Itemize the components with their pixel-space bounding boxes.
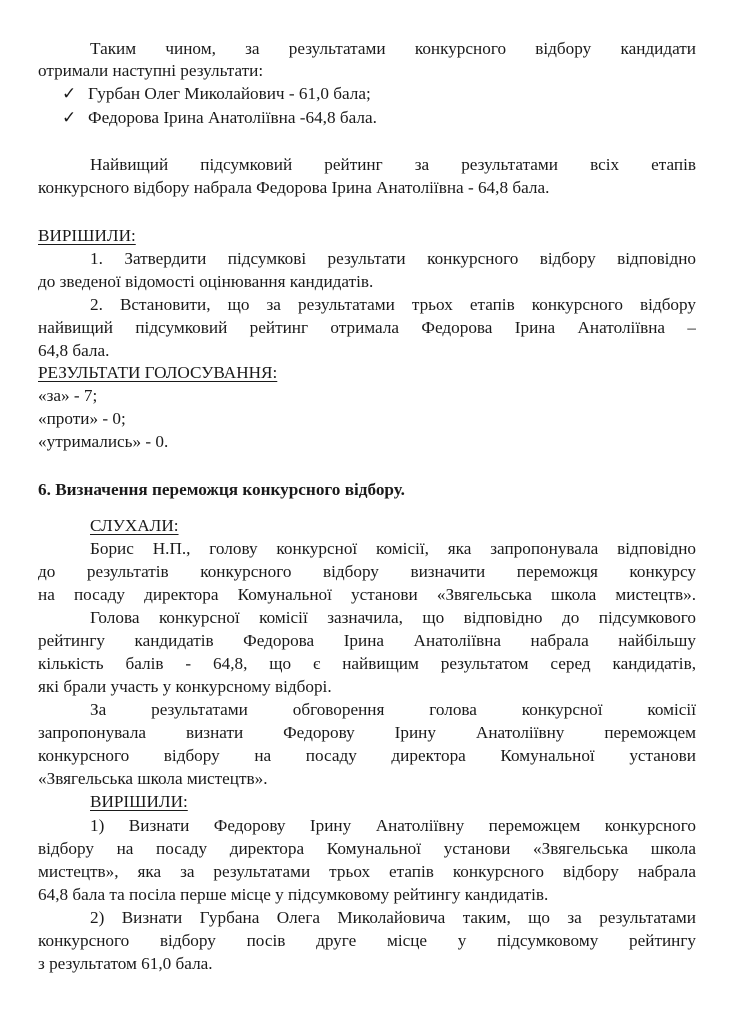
candidate-result: Гурбан Олег Миколайович - 61,0 бала;: [88, 84, 371, 103]
paragraph-line: конкурсного відбору на посаду директора Комунальної установи: [38, 746, 696, 765]
section-heading: ВИРІШИЛИ:: [38, 226, 136, 245]
paragraph-line: За результатами обговорення голова конкурсної комісії: [90, 700, 696, 719]
paragraph-line: 2) Визнати Гурбана Олега Миколайовича таким, що за результатами: [90, 908, 696, 927]
paragraph-line: конкурсного відбору посів друге місце у підсумковому рейтингу: [38, 931, 696, 950]
paragraph-line: конкурсного відбору набрала Федорова Ірина Анатоліївна - 64,8 бала.: [38, 178, 550, 197]
paragraph-line: до зведеної відомості оцінювання кандидатів.: [38, 272, 374, 291]
paragraph-line: 1. Затвердити підсумкові результати конкурсного відбору відповідно: [90, 249, 696, 268]
vote-abstain: «утримались» - 0.: [38, 432, 169, 451]
paragraph-line: відбору на посаду директора Комунальної установи «Звягельська школа: [38, 839, 696, 858]
paragraph-line: з результатом 61,0 бала.: [38, 954, 213, 973]
checkmark-icon: ✓: [62, 84, 77, 103]
paragraph-line: 2. Встановити, що за результатами трьох етапів конкурсного відбору: [90, 295, 696, 314]
vote-against: «проти» - 0;: [38, 409, 126, 428]
paragraph-line: Борис Н.П., голову конкурсної комісії, яка запропонувала відповідно: [90, 539, 696, 558]
paragraph-line: на посаду директора Комунальної установи «Звягельська школа мистецтв».: [38, 585, 696, 604]
paragraph-line: «Звягельська школа мистецтв».: [38, 769, 268, 788]
paragraph-line: Найвищий підсумковий рейтинг за результатами всіх етапів: [90, 155, 696, 174]
candidate-result: Федорова Ірина Анатоліївна -64,8 бала.: [88, 108, 377, 127]
vote-for: «за» - 7;: [38, 386, 98, 405]
checkmark-icon: ✓: [62, 108, 77, 127]
paragraph-line: які брали участь у конкурсному відборі.: [38, 677, 332, 696]
paragraph-line: Голова конкурсної комісії зазначила, що відповідно до підсумкового: [90, 608, 696, 627]
section-heading: РЕЗУЛЬТАТИ ГОЛОСУВАННЯ:: [38, 363, 278, 382]
paragraph-line: кількість балів - 64,8, що є найвищим результатом серед кандидатів,: [38, 654, 696, 673]
paragraph-line: 1) Визнати Федорову Ірину Анатоліївну переможцем конкурсного: [90, 816, 696, 835]
paragraph-line: Таким чином, за результатами конкурсного відбору кандидати: [90, 39, 696, 58]
paragraph-line: отримали наступні результати:: [38, 61, 264, 80]
list-item: [62, 107, 696, 129]
agenda-item-title: 6. Визначення переможця конкурсного відбору.: [38, 480, 405, 499]
paragraph-line: до результатів конкурсного відбору визначити переможця конкурсу: [38, 562, 696, 581]
section-heading: СЛУХАЛИ:: [90, 516, 179, 535]
section-heading: ВИРІШИЛИ:: [90, 792, 188, 811]
paragraph-line: найвищий підсумковий рейтинг отримала Федорова Ірина Анатоліївна –: [38, 318, 696, 337]
paragraph-line: 64,8 бала та посіла перше місце у підсумковому рейтингу кандидатів.: [38, 885, 549, 904]
list-item: [62, 83, 696, 105]
paragraph-line: рейтингу кандидатів Федорова Ірина Анатоліївна набрала найбільшу: [38, 631, 696, 650]
paragraph-line: запропонувала визнати Федорову Ірину Анатоліївну переможцем: [38, 723, 696, 742]
paragraph-line: 64,8 бала.: [38, 341, 110, 360]
paragraph-line: мистецтв», яка за результатами трьох етапів конкурсного відбору набрала: [38, 862, 696, 881]
